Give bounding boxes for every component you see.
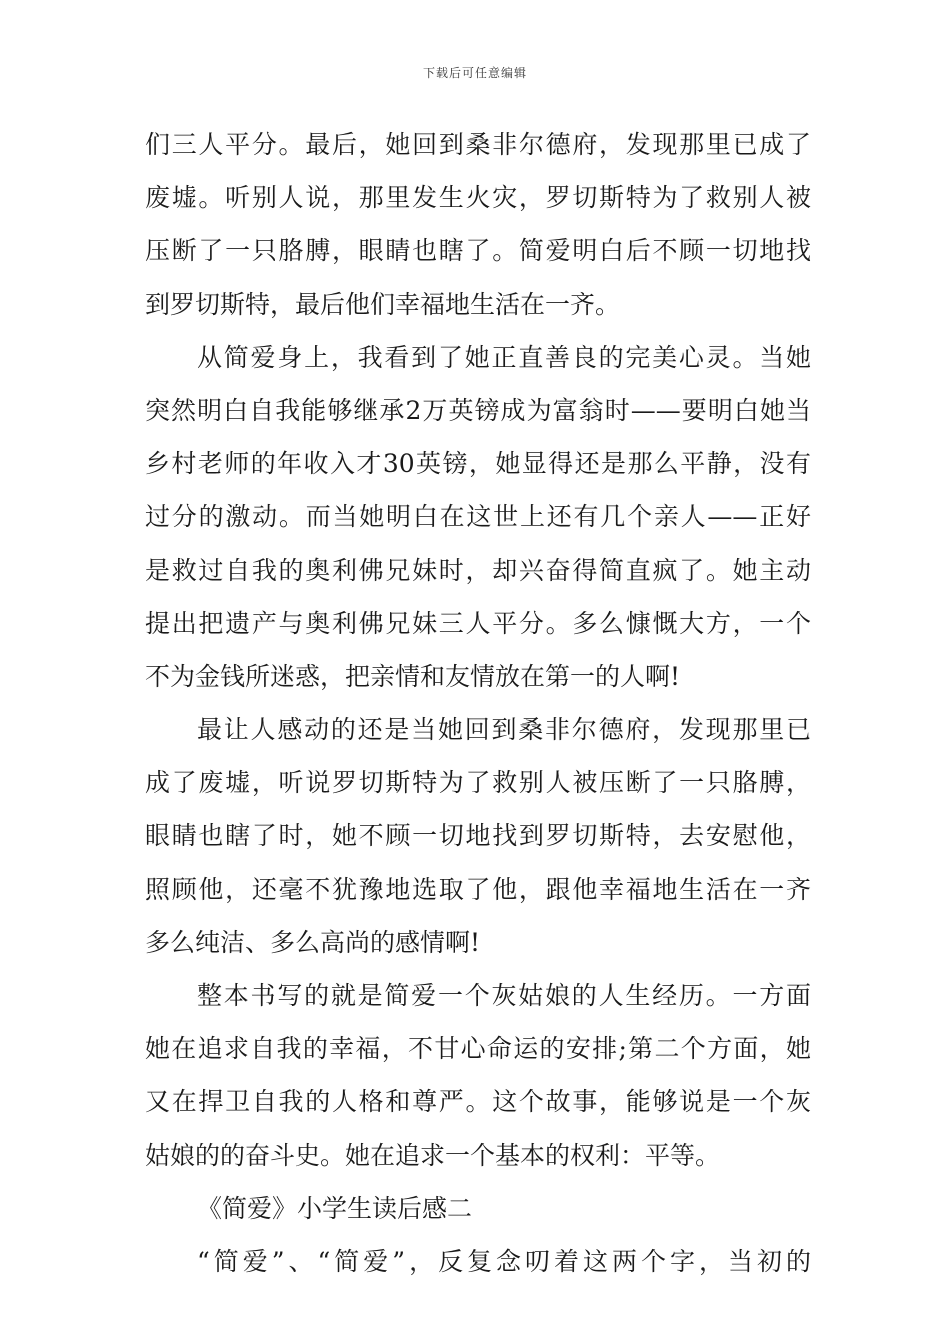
text-line: 成了废墟，听说罗切斯特为了救别人被压断了一只胳膊， (145, 768, 811, 798)
text-line: 照顾他，还毫不犹豫地选取了他，跟他幸福地生活在一齐 (145, 874, 811, 904)
text-line: 整本书写的就是简爱一个灰姑娘的人生经历。一方面 (197, 981, 811, 1010)
text-line: 们三人平分。最后，她回到桑非尔德府，发现那里已成了 (145, 130, 811, 159)
section-subheading: 《简爱》小学生读后感二 (197, 1193, 473, 1223)
text-line: “简爱”、“简爱”，反复念叨着这两个字，当初的 (197, 1246, 811, 1276)
document-body (145, 118, 811, 1288)
text-line: 是救过自我的奥利佛兄妹时，却兴奋得简直疯了。她主动 (145, 555, 811, 585)
text-line: 突然明白自我能够继承2万英镑成为富翁时——要明白她当 (145, 395, 811, 425)
text-line: 她在追求自我的幸福，不甘心命运的安排;第二个方面，她 (145, 1034, 811, 1064)
text-line: 废墟。听别人说，那里发生火灾，罗切斯特为了救别人被 (145, 183, 811, 213)
page-header: 下载后可任意编辑 (422, 66, 527, 80)
text-line: 从简爱身上，我看到了她正直善良的完美心灵。当她 (197, 342, 811, 372)
text-line: 最让人感动的还是当她回到桑非尔德府，发现那里已 (197, 715, 811, 745)
text-line: 又在捍卫自我的人格和尊严。这个故事，能够说是一个灰 (145, 1087, 811, 1117)
text-line: 提出把遗产与奥利佛兄妹三人平分。多么慷慨大方，一个 (145, 608, 811, 638)
text-line: 过分的激动。而当她明白在这世上还有几个亲人——正好 (145, 502, 811, 532)
text-line: 乡村老师的年收入才30英镑，她显得还是那么平静，没有 (145, 449, 811, 479)
text-line: 姑娘的的奋斗史。她在追求一个基本的权利：平等。 (145, 1140, 721, 1170)
text-line: 到罗切斯特，最后他们幸福地生活在一齐。 (145, 289, 621, 319)
text-line: 不为金钱所迷惑，把亲情和友情放在第一的人啊! (145, 661, 681, 691)
text-line: 多么纯洁、多么高尚的感情啊! (145, 927, 481, 957)
text-line: 眼睛也瞎了时，她不顾一切地找到罗切斯特，去安慰他， (145, 821, 811, 851)
text-line: 压断了一只胳膊，眼睛也瞎了。简爱明白后不顾一切地找 (145, 236, 811, 266)
